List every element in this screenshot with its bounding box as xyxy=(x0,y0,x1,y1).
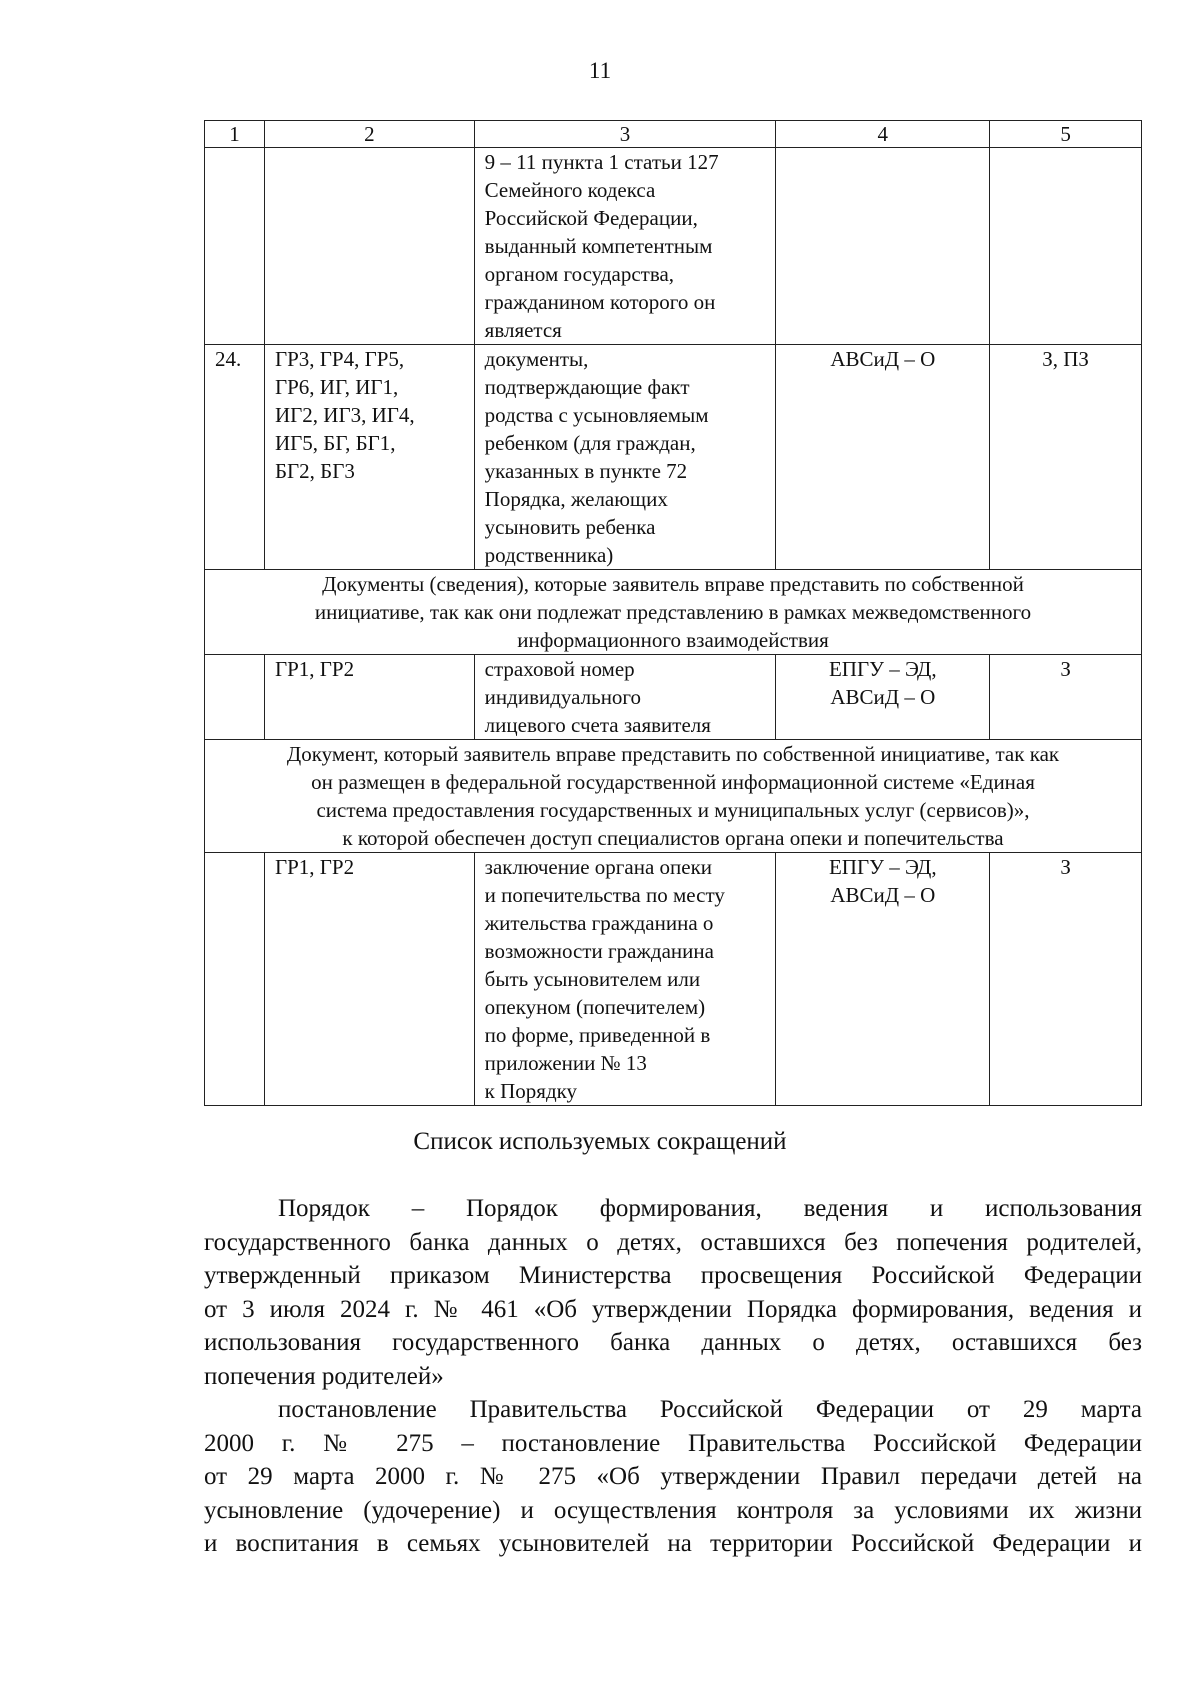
table-header-row xyxy=(205,121,1142,148)
table-cell: З xyxy=(990,655,1142,740)
section-heading-row xyxy=(205,740,1142,853)
table-cell: ЕПГУ – ЭД, АВСиД – О xyxy=(776,853,990,1106)
paragraph-line: попечения родителей» xyxy=(204,1362,444,1390)
paragraph-line: усыновление (удочерение) и осуществления контроля за условиями их жизни xyxy=(204,1496,1142,1524)
table-cell: АВСиД – О xyxy=(776,345,990,570)
table-cell: заключение органа опеки и попечительства по месту жительства гражданина о возможности гражданина быть усыновителем или опекуном (попечителем) по форме, приведенной в приложении № 13 к Порядку xyxy=(474,853,776,1106)
paragraph-line: от 29 марта 2000 г. № 275 «Об утверждении Правил передачи детей на xyxy=(204,1463,1142,1490)
column-header: 5 xyxy=(990,121,1142,148)
paragraph-line: использования государственного банка данных о детях, оставшихся без xyxy=(204,1329,1142,1356)
section-heading: Документ, который заявитель вправе представить по собственной инициативе, так как он размещен в федеральной государственной информационной системе «Единая система предоставления государственных и муниципальных услуг (сервисов)», к которой обеспечен доступ специалистов органа опеки и попечительства xyxy=(205,740,1142,853)
paragraph-line: и воспитания в семьях усыновителей на территории Российской Федерации и xyxy=(204,1530,1142,1557)
table-cell: ГР1, ГР2 xyxy=(264,655,474,740)
paragraph-line: государственного банка данных о детях, оставшихся без попечения родителей, xyxy=(204,1228,1142,1256)
table-cell: З xyxy=(990,853,1142,1106)
table-cell xyxy=(205,148,265,345)
abbreviation-paragraph-2 xyxy=(204,1393,1142,1561)
paragraph-line: от 3 июля 2024 г. № 461 «Об утверждении Порядка формирования, ведения и xyxy=(204,1295,1142,1323)
section-heading: Документы (сведения), которые заявитель вправе представить по собственной инициативе, так как они подлежат представлению в рамках межведомственного информационного взаимодействия xyxy=(205,570,1142,655)
table-row xyxy=(205,345,1142,570)
table-cell: страховой номер индивидуального лицевого счета заявителя xyxy=(474,655,776,740)
table-cell xyxy=(264,148,474,345)
table-cell: ГР1, ГР2 xyxy=(264,853,474,1106)
table-cell xyxy=(205,853,265,1106)
table-cell xyxy=(205,655,265,740)
page-number: 11 xyxy=(588,58,612,83)
paragraph-line: постановление Правительства Российской Федерации от 29 марта xyxy=(278,1396,1142,1423)
column-header: 3 xyxy=(474,121,776,148)
paragraph-line: Порядок – Порядок формирования, ведения и использования xyxy=(278,1195,1142,1222)
abbreviation-paragraph-1 xyxy=(204,1192,1142,1393)
table-cell: документы, подтверждающие факт родства с усыновляемым ребенком (для граждан, указанных в пункте 72 Порядка, желающих усыновить ребенка родственника) xyxy=(474,345,776,570)
paragraph-line: 2000 г. № 275 – постановление Правительства Российской Федерации xyxy=(204,1429,1142,1457)
table-cell xyxy=(990,148,1142,345)
column-header: 4 xyxy=(776,121,990,148)
table-cell: 9 – 11 пункта 1 статьи 127 Семейного кодекса Российской Федерации, выданный компетентным органом государства, гражданином которого он является xyxy=(474,148,776,345)
column-header: 2 xyxy=(264,121,474,148)
table-cell: ГР3, ГР4, ГР5, ГР6, ИГ, ИГ1, ИГ2, ИГ3, ИГ4, ИГ5, БГ, БГ1, БГ2, БГ3 xyxy=(264,345,474,570)
table-cell: З, ПЗ xyxy=(990,345,1142,570)
table-row xyxy=(205,853,1142,1106)
table-row xyxy=(205,655,1142,740)
paragraph-line: утвержденный приказом Министерства просвещения Российской Федерации xyxy=(204,1262,1142,1289)
table-cell: ЕПГУ – ЭД, АВСиД – О xyxy=(776,655,990,740)
abbreviations-title: Список используемых сокращений xyxy=(413,1128,787,1155)
table-cell xyxy=(776,148,990,345)
column-header: 1 xyxy=(205,121,265,148)
table-cell: 24. xyxy=(205,345,265,570)
section-heading-row xyxy=(205,570,1142,655)
table-row xyxy=(205,148,1142,345)
documents-table xyxy=(204,120,1142,1106)
